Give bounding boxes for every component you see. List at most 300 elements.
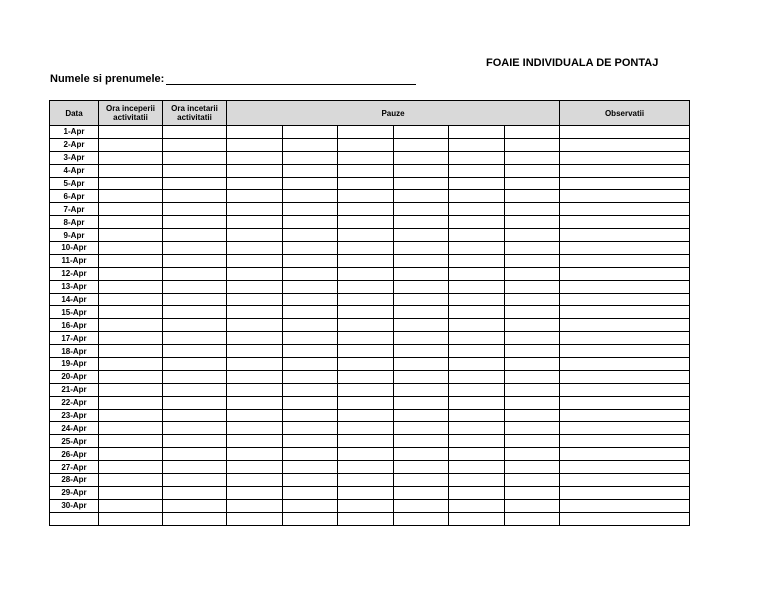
entry-cell[interactable] [394,216,449,229]
entry-cell[interactable] [338,126,394,139]
entry-cell[interactable] [505,461,560,474]
entry-cell[interactable] [394,358,449,371]
document-title: FOAIE INDIVIDUALA DE PONTAJ [486,57,659,69]
entry-cell[interactable] [505,332,560,345]
entry-cell[interactable] [449,126,505,139]
entry-cell[interactable] [99,306,163,319]
entry-cell[interactable] [99,254,163,267]
entry-cell[interactable] [505,319,560,332]
entry-cell[interactable] [227,499,283,512]
entry-cell[interactable] [338,383,394,396]
entry-cell[interactable] [338,216,394,229]
entry-cell[interactable] [227,422,283,435]
entry-cell[interactable] [449,293,505,306]
entry-cell[interactable] [338,486,394,499]
entry-cell[interactable] [394,499,449,512]
entry-cell[interactable] [99,345,163,358]
entry-cell[interactable] [338,177,394,190]
entry-cell[interactable] [99,499,163,512]
entry-cell[interactable] [560,409,690,422]
entry-cell[interactable] [560,319,690,332]
entry-cell[interactable] [560,267,690,280]
entry-cell[interactable] [505,358,560,371]
entry-cell[interactable] [283,461,338,474]
entry-cell[interactable] [163,422,227,435]
entry-cell[interactable] [227,319,283,332]
entry-cell[interactable] [449,216,505,229]
entry-cell[interactable] [227,216,283,229]
name-field-row [50,73,416,85]
name-blank-line[interactable] [166,73,416,85]
entry-cell[interactable] [560,358,690,371]
entry-cell[interactable] [560,177,690,190]
entry-cell[interactable] [283,358,338,371]
entry-cell[interactable] [227,242,283,255]
entry-cell[interactable] [505,448,560,461]
entry-cell[interactable] [163,435,227,448]
entry-cell[interactable] [394,126,449,139]
entry-cell[interactable] [163,499,227,512]
entry-cell[interactable] [449,267,505,280]
entry-cell[interactable] [338,332,394,345]
entry-cell[interactable] [163,267,227,280]
entry-cell[interactable] [449,242,505,255]
entry-cell[interactable] [505,396,560,409]
entry-cell[interactable] [449,138,505,151]
entry-cell[interactable] [338,345,394,358]
entry-cell[interactable] [163,396,227,409]
entry-cell[interactable] [99,435,163,448]
entry-cell[interactable] [99,190,163,203]
entry-cell[interactable] [163,138,227,151]
entry-cell[interactable] [394,203,449,216]
entry-cell[interactable] [560,474,690,487]
entry-cell[interactable] [283,319,338,332]
entry-cell[interactable] [163,203,227,216]
entry-cell[interactable] [505,512,560,525]
entry-cell[interactable] [283,370,338,383]
table-row [50,345,690,358]
entry-cell[interactable] [505,254,560,267]
entry-cell[interactable] [394,242,449,255]
entry-cell[interactable] [99,422,163,435]
entry-cell[interactable] [283,151,338,164]
entry-cell[interactable] [338,229,394,242]
entry-cell[interactable] [338,409,394,422]
date-cell: 21-Apr [50,383,99,396]
entry-cell[interactable] [449,177,505,190]
entry-cell[interactable] [560,499,690,512]
header-date: Data [50,101,99,126]
entry-cell[interactable] [449,151,505,164]
entry-cell[interactable] [227,370,283,383]
entry-cell[interactable] [99,512,163,525]
entry-cell[interactable] [99,164,163,177]
entry-cell[interactable] [449,409,505,422]
entry-cell[interactable] [283,229,338,242]
entry-cell[interactable] [338,370,394,383]
entry-cell[interactable] [227,151,283,164]
entry-cell[interactable] [99,242,163,255]
entry-cell[interactable] [99,370,163,383]
entry-cell[interactable] [338,435,394,448]
entry-cell[interactable] [163,512,227,525]
entry-cell[interactable] [163,409,227,422]
entry-cell[interactable] [283,242,338,255]
entry-cell[interactable] [227,383,283,396]
entry-cell[interactable] [99,358,163,371]
entry-cell[interactable] [163,280,227,293]
entry-cell[interactable] [99,216,163,229]
date-cell: 3-Apr [50,151,99,164]
entry-cell[interactable] [99,267,163,280]
entry-cell[interactable] [99,151,163,164]
entry-cell[interactable] [338,280,394,293]
entry-cell[interactable] [338,461,394,474]
entry-cell[interactable] [560,190,690,203]
entry-cell[interactable] [163,448,227,461]
entry-cell[interactable] [283,138,338,151]
entry-cell[interactable] [283,293,338,306]
entry-cell[interactable] [505,138,560,151]
entry-cell[interactable] [505,409,560,422]
entry-cell[interactable] [394,409,449,422]
entry-cell[interactable] [283,267,338,280]
entry-cell[interactable] [394,190,449,203]
entry-cell[interactable] [163,370,227,383]
entry-cell[interactable] [338,358,394,371]
entry-cell[interactable] [283,499,338,512]
entry-cell[interactable] [560,422,690,435]
entry-cell[interactable] [283,486,338,499]
entry-cell[interactable] [227,461,283,474]
entry-cell[interactable] [283,203,338,216]
entry-cell[interactable] [560,461,690,474]
entry-cell[interactable] [99,409,163,422]
entry-cell[interactable] [283,474,338,487]
entry-cell[interactable] [394,396,449,409]
entry-cell[interactable] [283,435,338,448]
entry-cell[interactable] [338,319,394,332]
entry-cell[interactable] [394,332,449,345]
entry-cell[interactable] [560,306,690,319]
entry-cell[interactable] [163,254,227,267]
entry-cell[interactable] [163,190,227,203]
entry-cell[interactable] [163,486,227,499]
entry-cell[interactable] [394,138,449,151]
entry-cell[interactable] [338,242,394,255]
entry-cell[interactable] [283,164,338,177]
entry-cell[interactable] [449,229,505,242]
entry-cell[interactable] [394,474,449,487]
entry-cell[interactable] [283,306,338,319]
entry-cell[interactable] [560,242,690,255]
entry-cell[interactable] [227,267,283,280]
entry-cell[interactable] [505,499,560,512]
entry-cell[interactable] [505,190,560,203]
entry-cell[interactable] [560,151,690,164]
entry-cell[interactable] [227,203,283,216]
entry-cell[interactable] [227,254,283,267]
entry-cell[interactable] [163,126,227,139]
entry-cell[interactable] [227,126,283,139]
entry-cell[interactable] [338,190,394,203]
entry-cell[interactable] [99,319,163,332]
entry-cell[interactable] [338,422,394,435]
entry-cell[interactable] [338,499,394,512]
header-start-time: Ora inceperii activitatii [99,101,163,126]
entry-cell[interactable] [505,164,560,177]
entry-cell[interactable] [505,177,560,190]
entry-cell[interactable] [163,177,227,190]
entry-cell[interactable] [283,383,338,396]
entry-cell[interactable] [560,229,690,242]
entry-cell[interactable] [163,461,227,474]
entry-cell[interactable] [394,306,449,319]
entry-cell[interactable] [338,138,394,151]
name-label: Numele si prenumele: [50,73,165,85]
entry-cell[interactable] [505,435,560,448]
entry-cell[interactable] [449,203,505,216]
entry-cell[interactable] [163,332,227,345]
entry-cell[interactable] [449,254,505,267]
entry-cell[interactable] [560,370,690,383]
entry-cell[interactable] [394,370,449,383]
entry-cell[interactable] [99,448,163,461]
entry-cell[interactable] [560,280,690,293]
table-row [50,448,690,461]
entry-cell[interactable] [449,486,505,499]
entry-cell[interactable] [505,267,560,280]
entry-cell[interactable] [227,229,283,242]
entry-cell[interactable] [227,345,283,358]
entry-cell[interactable] [338,267,394,280]
entry-cell[interactable] [505,422,560,435]
entry-cell[interactable] [283,190,338,203]
header-notes: Observatii [560,101,690,126]
entry-cell[interactable] [163,242,227,255]
entry-cell[interactable] [394,422,449,435]
entry-cell[interactable] [560,448,690,461]
entry-cell[interactable] [338,396,394,409]
entry-cell[interactable] [163,306,227,319]
entry-cell[interactable] [338,203,394,216]
entry-cell[interactable] [560,254,690,267]
entry-cell[interactable] [227,306,283,319]
entry-cell[interactable] [505,345,560,358]
entry-cell[interactable] [99,126,163,139]
entry-cell[interactable] [283,345,338,358]
entry-cell[interactable] [338,151,394,164]
entry-cell[interactable] [505,216,560,229]
entry-cell[interactable] [560,512,690,525]
entry-cell[interactable] [560,216,690,229]
entry-cell[interactable] [99,138,163,151]
entry-cell[interactable] [227,396,283,409]
entry-cell[interactable] [338,512,394,525]
entry-cell[interactable] [338,164,394,177]
entry-cell[interactable] [99,486,163,499]
entry-cell[interactable] [449,448,505,461]
entry-cell[interactable] [449,164,505,177]
entry-cell[interactable] [560,332,690,345]
entry-cell[interactable] [449,306,505,319]
entry-cell[interactable] [449,280,505,293]
entry-cell[interactable] [505,280,560,293]
entry-cell[interactable] [394,151,449,164]
entry-cell[interactable] [560,435,690,448]
entry-cell[interactable] [394,486,449,499]
entry-cell[interactable] [227,474,283,487]
entry-cell[interactable] [227,409,283,422]
entry-cell[interactable] [449,461,505,474]
entry-cell[interactable] [163,164,227,177]
entry-cell[interactable] [283,254,338,267]
entry-cell[interactable] [394,267,449,280]
date-cell: 12-Apr [50,267,99,280]
entry-cell[interactable] [283,332,338,345]
entry-cell[interactable] [449,435,505,448]
entry-cell[interactable] [99,332,163,345]
entry-cell[interactable] [227,332,283,345]
entry-cell[interactable] [283,216,338,229]
entry-cell[interactable] [99,280,163,293]
entry-cell[interactable] [505,306,560,319]
entry-cell[interactable] [227,448,283,461]
entry-cell[interactable] [163,319,227,332]
entry-cell[interactable] [338,293,394,306]
entry-cell[interactable] [560,345,690,358]
entry-cell[interactable] [449,512,505,525]
entry-cell[interactable] [394,293,449,306]
entry-cell[interactable] [163,216,227,229]
entry-cell[interactable] [505,383,560,396]
entry-cell[interactable] [394,461,449,474]
table-row [50,267,690,280]
entry-cell[interactable] [227,293,283,306]
entry-cell[interactable] [99,229,163,242]
entry-cell[interactable] [505,242,560,255]
entry-cell[interactable] [283,177,338,190]
entry-cell[interactable] [560,138,690,151]
entry-cell[interactable] [505,126,560,139]
entry-cell[interactable] [449,345,505,358]
entry-cell[interactable] [449,422,505,435]
date-cell [50,512,99,525]
entry-cell[interactable] [227,486,283,499]
entry-cell[interactable] [449,396,505,409]
entry-cell[interactable] [283,396,338,409]
entry-cell[interactable] [449,474,505,487]
entry-cell[interactable] [227,138,283,151]
entry-cell[interactable] [394,229,449,242]
entry-cell[interactable] [227,435,283,448]
entry-cell[interactable] [99,461,163,474]
entry-cell[interactable] [163,229,227,242]
entry-cell[interactable] [560,164,690,177]
entry-cell[interactable] [283,280,338,293]
entry-cell[interactable] [283,512,338,525]
entry-cell[interactable] [338,474,394,487]
entry-cell[interactable] [560,396,690,409]
entry-cell[interactable] [505,203,560,216]
entry-cell[interactable] [560,126,690,139]
entry-cell[interactable] [99,396,163,409]
entry-cell[interactable] [560,293,690,306]
date-cell: 5-Apr [50,177,99,190]
entry-cell[interactable] [505,474,560,487]
table-row [50,512,690,525]
entry-cell[interactable] [163,345,227,358]
entry-cell[interactable] [505,229,560,242]
entry-cell[interactable] [283,126,338,139]
entry-cell[interactable] [227,358,283,371]
table-row [50,280,690,293]
entry-cell[interactable] [99,203,163,216]
entry-cell[interactable] [394,177,449,190]
entry-cell[interactable] [449,358,505,371]
entry-cell[interactable] [227,177,283,190]
entry-cell[interactable] [394,345,449,358]
entry-cell[interactable] [394,164,449,177]
entry-cell[interactable] [227,164,283,177]
entry-cell[interactable] [505,151,560,164]
table-body [50,126,690,526]
entry-cell[interactable] [505,486,560,499]
entry-cell[interactable] [560,383,690,396]
date-cell: 1-Apr [50,126,99,139]
entry-cell[interactable] [394,512,449,525]
entry-cell[interactable] [227,512,283,525]
entry-cell[interactable] [163,474,227,487]
entry-cell[interactable] [163,383,227,396]
entry-cell[interactable] [99,177,163,190]
entry-cell[interactable] [338,254,394,267]
entry-cell[interactable] [449,319,505,332]
entry-cell[interactable] [560,203,690,216]
entry-cell[interactable] [394,254,449,267]
entry-cell[interactable] [163,358,227,371]
entry-cell[interactable] [163,151,227,164]
entry-cell[interactable] [99,293,163,306]
entry-cell[interactable] [449,332,505,345]
entry-cell[interactable] [283,422,338,435]
entry-cell[interactable] [394,280,449,293]
entry-cell[interactable] [227,280,283,293]
entry-cell[interactable] [449,190,505,203]
table-row [50,293,690,306]
entry-cell[interactable] [505,370,560,383]
entry-cell[interactable] [338,306,394,319]
entry-cell[interactable] [99,474,163,487]
entry-cell[interactable] [338,448,394,461]
entry-cell[interactable] [449,370,505,383]
entry-cell[interactable] [560,486,690,499]
date-cell: 9-Apr [50,229,99,242]
entry-cell[interactable] [449,499,505,512]
entry-cell[interactable] [99,383,163,396]
entry-cell[interactable] [394,448,449,461]
entry-cell[interactable] [394,435,449,448]
entry-cell[interactable] [394,383,449,396]
entry-cell[interactable] [163,293,227,306]
entry-cell[interactable] [505,293,560,306]
entry-cell[interactable] [283,448,338,461]
entry-cell[interactable] [449,383,505,396]
entry-cell[interactable] [394,319,449,332]
entry-cell[interactable] [227,190,283,203]
entry-cell[interactable] [283,409,338,422]
